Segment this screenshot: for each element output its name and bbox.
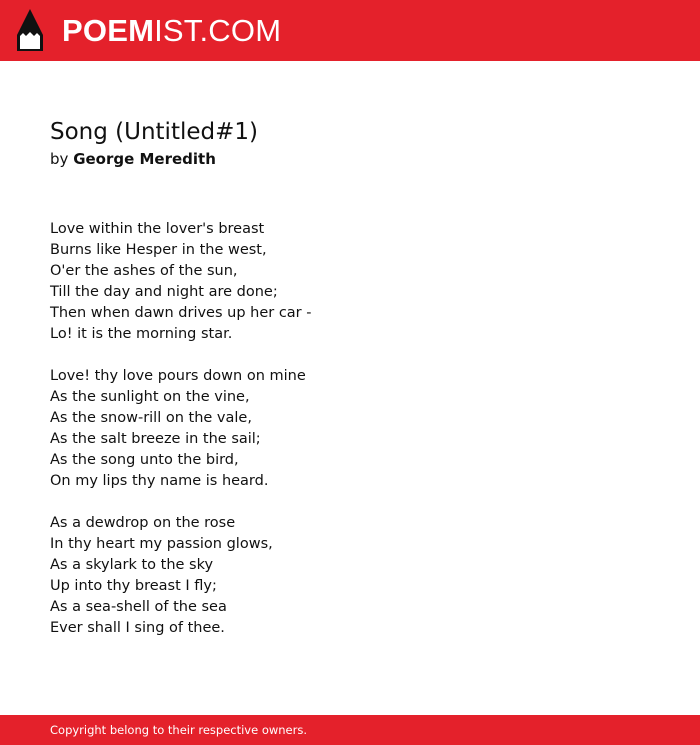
author-name: George Meredith (73, 150, 216, 168)
poem-line: In thy heart my passion glows, (50, 536, 273, 552)
logo-text-light: IST.COM (154, 13, 282, 48)
poem-line: As the salt breeze in the sail; (50, 431, 261, 447)
stanza (50, 366, 650, 492)
byline (50, 149, 216, 169)
poem-line: As the sunlight on the vine, (50, 389, 250, 405)
poem-line: Then when dawn drives up her car - (50, 305, 312, 321)
poem-line: Lo! it is the morning star. (50, 326, 233, 342)
logo-text-bold: POEM (62, 13, 155, 48)
poem-line: As a dewdrop on the rose (50, 515, 236, 531)
poem-line: Ever shall I sing of thee. (50, 620, 225, 636)
copyright-text: Copyright belong to their respective owners. (50, 723, 308, 737)
poem-line: Love within the lover's breast (50, 221, 265, 237)
poem-line: Till the day and night are done; (50, 284, 278, 300)
stanza (50, 513, 650, 639)
poem-line: As a sea-shell of the sea (50, 599, 227, 615)
poem-title: Song (Untitled#1) (50, 119, 258, 145)
poem-line: O'er the ashes of the sun, (50, 263, 238, 279)
poem-line: Love! thy love pours down on mine (50, 368, 306, 384)
poem-line: Burns like Hesper in the west, (50, 242, 267, 258)
site-footer (0, 715, 700, 745)
poem-line: Up into thy breast I fly; (50, 578, 217, 594)
pencil-tip-icon[interactable] (17, 9, 43, 51)
poem-body (50, 219, 650, 660)
byline-prefix: by (50, 150, 69, 168)
site-header (0, 0, 700, 61)
site-logo[interactable] (62, 13, 281, 49)
poem-line: On my lips thy name is heard. (50, 473, 269, 489)
stanza (50, 219, 650, 345)
poem-line: As a skylark to the sky (50, 557, 214, 573)
poem-line: As the snow-rill on the vale, (50, 410, 252, 426)
poem-line: As the song unto the bird, (50, 452, 239, 468)
